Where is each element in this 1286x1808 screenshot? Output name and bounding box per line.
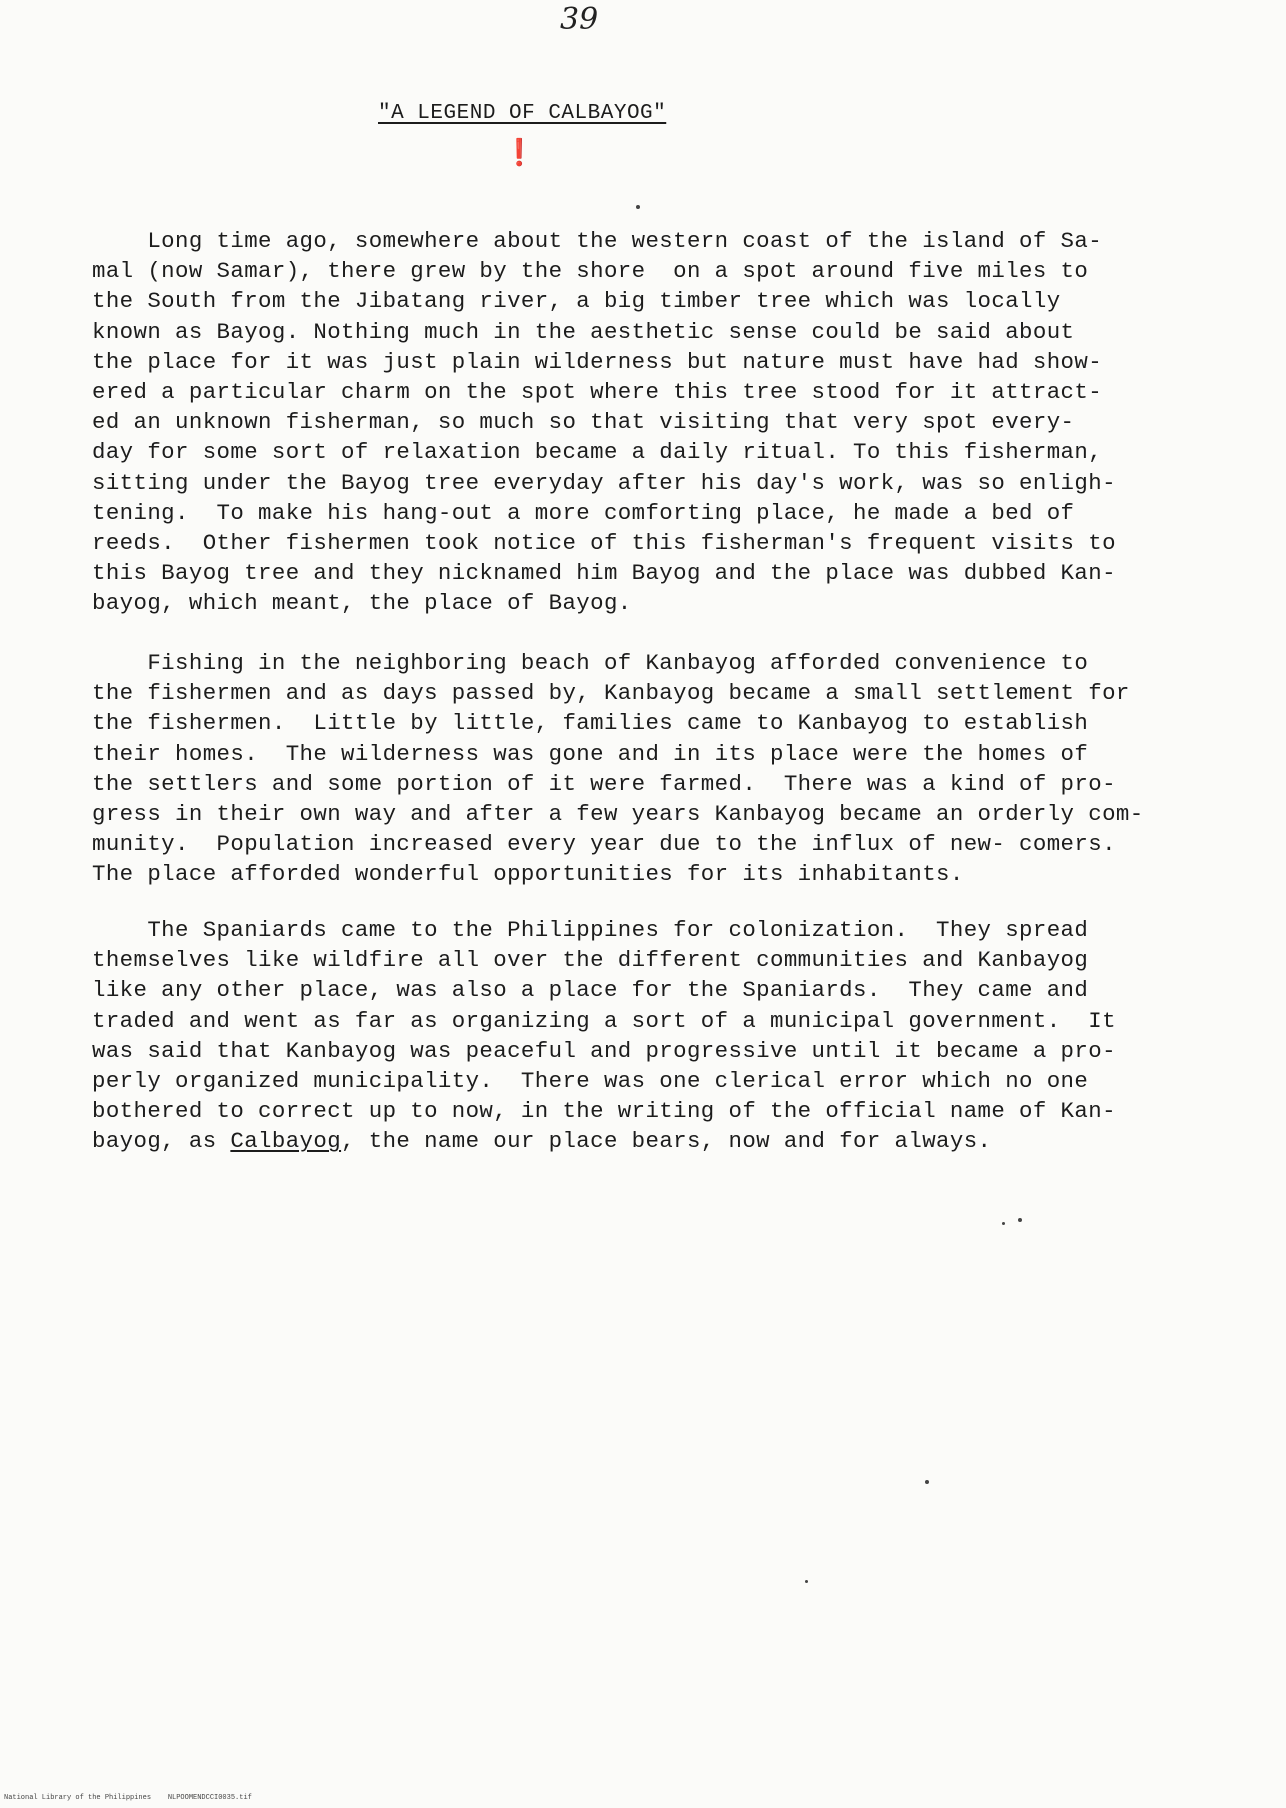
scan-speck (925, 1480, 929, 1484)
text-line: bothered to correct up to now, in the writing of the official name of Kan- (92, 1098, 1116, 1125)
text-line: known as Bayog. Nothing much in the aesthetic sense could be said about (92, 318, 1075, 345)
text-line: gress in their own way and after a few years Kanbayog became an orderly com- (92, 801, 1144, 828)
text-line-last (92, 1126, 1242, 1156)
text-line: the settlers and some portion of it were farmed. There was a kind of pro- (92, 770, 1116, 797)
text-line: mal (now Samar), there grew by the shore on a spot around five miles to (92, 258, 1089, 285)
scan-speck (636, 205, 640, 209)
text-line: traded and went as far as organizing a sort of a municipal government. It (92, 1007, 1116, 1034)
scan-speck (1002, 1222, 1005, 1225)
text-line: like any other place, was also a place for the Spaniards. They came and (92, 977, 1089, 1004)
text-line: themselves like wildfire all over the different communities and Kanbayog (92, 947, 1089, 974)
text-line: the South from the Jibatang river, a big timber tree which was locally (92, 288, 1061, 315)
text-line: reeds. Other fishermen took notice of this fisherman's frequent visits to (92, 530, 1116, 557)
text-line: ed an unknown fisherman, so much so that visiting that very spot every- (92, 409, 1075, 436)
text-line: The Spaniards came to the Philippines for colonization. They spread (92, 917, 1089, 943)
text-line: was said that Kanbayog was peaceful and progressive until it became a pro- (92, 1037, 1116, 1064)
text-segment: , the name our place bears, now and for always. (341, 1128, 992, 1155)
text-line: sitting under the Bayog tree everyday after his day's work, was so enligh- (92, 469, 1116, 496)
text-line: Fishing in the neighboring beach of Kanbayog afforded convenience to (92, 650, 1089, 676)
text-line: the fishermen. Little by little, families came to Kanbayog to establish (92, 710, 1089, 737)
handwritten-mark: ❗ (503, 138, 536, 168)
text-line: tening. To make his hang-out a more comforting place, he made a bed of (92, 499, 1075, 526)
text-line: the place for it was just plain wilderness but nature must have had show- (92, 348, 1103, 375)
paragraph-2 (92, 648, 1242, 890)
paragraph-1 (92, 226, 1242, 619)
page-number: 39 (560, 2, 599, 37)
text-line: bayog, which meant, the place of Bayog. (92, 590, 632, 617)
text-line: their homes. The wilderness was gone and in its place were the homes of (92, 740, 1089, 767)
document-title: "A LEGEND OF CALBAYOG" (378, 102, 667, 125)
text-line: the fishermen and as days passed by, Kanbayog became a small settlement for (92, 680, 1130, 707)
scan-speck (805, 1580, 808, 1583)
text-line: munity. Population increased every year due to the influx of new- comers. (92, 831, 1116, 858)
text-line: perly organized municipality. There was one clerical error which no one (92, 1068, 1089, 1095)
scan-speck (1018, 1218, 1022, 1222)
paragraph-3 (92, 915, 1242, 1157)
archive-footer: National Library of the Philippines NLPOOMENDCCI0035.tif (4, 1794, 252, 1802)
text-line: Long time ago, somewhere about the western coast of the island of Sa- (92, 228, 1103, 254)
text-line: day for some sort of relaxation became a daily ritual. To this fisherman, (92, 439, 1103, 466)
text-line: ered a particular charm on the spot where this tree stood for it attract- (92, 379, 1103, 406)
text-segment: bayog, as (92, 1128, 231, 1155)
underlined-place-name: Calbayog (230, 1128, 342, 1155)
text-line: this Bayog tree and they nicknamed him Bayog and the place was dubbed Kan- (92, 560, 1116, 587)
text-line: The place afforded wonderful opportunities for its inhabitants. (92, 861, 964, 888)
